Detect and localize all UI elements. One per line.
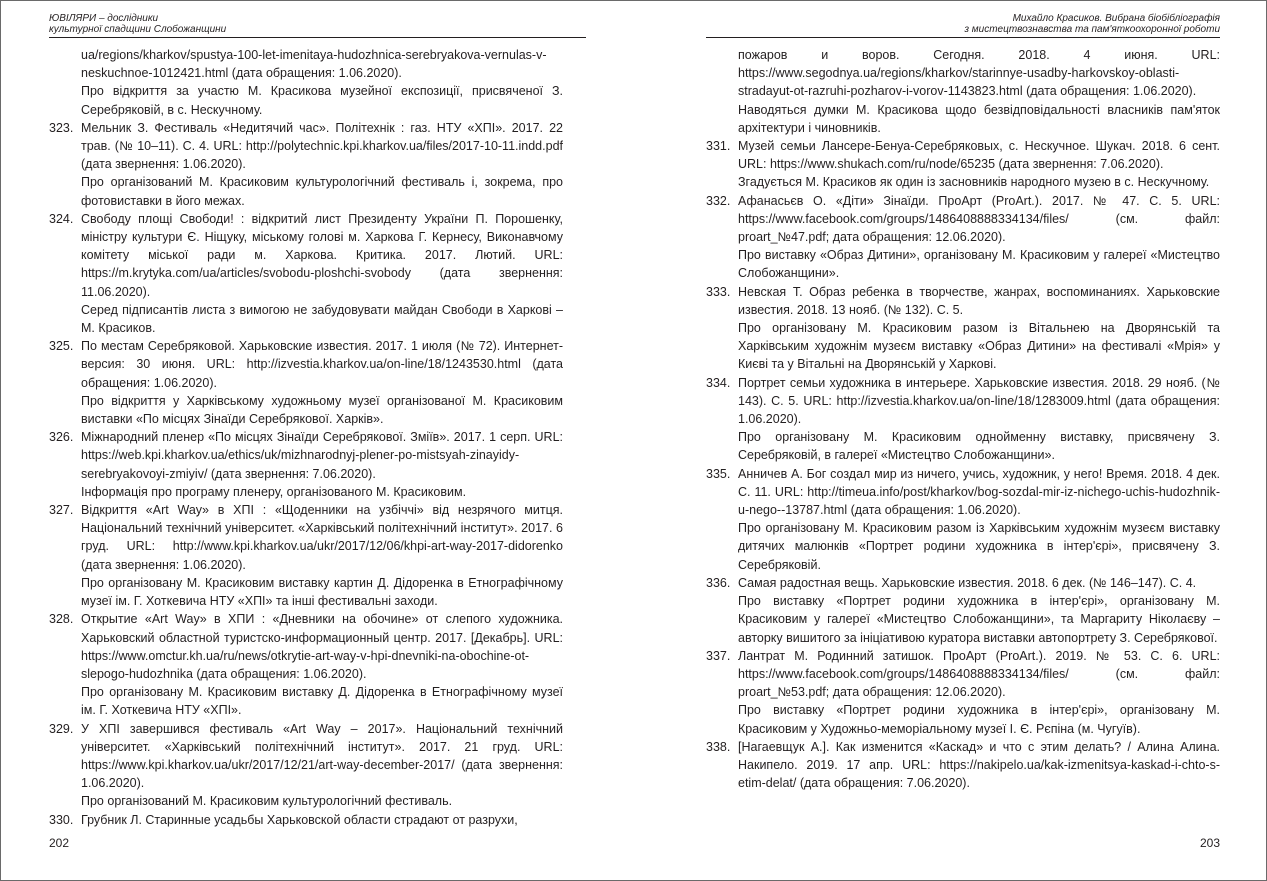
- header-rule: [49, 37, 586, 38]
- entry-citation: Анничев А. Бог создал мир из ничего, учись, художник, у него! Время. 2018. 4 дек. С. 11. URL: http://timeua.info/post/kharkov/bog-sozdal-mir-iz-nichego-uchis-hudozhnik-u-nego--13787.html (дата обращения: 1.06.2020).: [738, 466, 1220, 518]
- left-page: [1, 1, 634, 880]
- entry-number: 326.: [49, 430, 74, 445]
- annotation: Про виставку «Образ Дитини», організовану М. Красиковим у галереї «Мистецтво Слобожанщини».: [738, 248, 1220, 281]
- entry-citation: Музей семьи Лансере-Бенуа-Серебряковых, с. Нескучное. Шукач. 2018. 6 сент. URL: https://www.shukach.com/ru/node/65235 (дата звернення: 7.06.2020).: [738, 139, 1220, 172]
- entry-citation: [Нагаевщук А.]. Как изменится «Каскад» и что с этим делать? / Алина Алина. Накипело. 2019. 17 апр. URL: https://nakipelo.ua/kak-izmenitsya-kaskad-i-chto-s-etim-delat/ (дата обращения: 7.06.2020).: [738, 739, 1220, 791]
- entry-citation: По местам Серебряковой. Харьковские известия. 2017. 1 июля (№ 72). Интернет-версия: 30 июня. URL: http://izvestia.kharkov.ua/on-line/18/1243530.html (дата обращения: 1.06.2020).: [81, 339, 563, 390]
- entry-citation: Відкриття «Art Way» в ХПІ : «Щоденники на узбіччі» від незрячого митця. Національний технічний університет. «Харківський політехнічний інститут». 2017. 6 груд. URL: http://www.kpi.kharkov.ua/ukr/2017/12/06/khpi-art-way-2017-didorenko (дата звернення: 1.06.2020).: [81, 503, 563, 572]
- entry-citation: Портрет семьи художника в интерьере. Харьковские известия. 2018. 29 нояб. (№ 143). С. 5. URL: http://izvestia.kharkov.ua/on-line/18/1283009.html (дата обращения: 1.06.2020).: [738, 375, 1220, 427]
- annotation: Про виставку «Портрет родини художника в інтер'єрі», організовану М. Красиковим у Художньо-меморіальному музеї І. Є. Рєпіна (м. Чугуїв).: [738, 703, 1220, 736]
- annotation: Згадується М. Красиков як один із засновників народного музею в с. Нескучному.: [738, 175, 1210, 190]
- bib-entry: [706, 647, 1220, 702]
- entry-citation: Грубник Л. Старинные усадьбы Харьковской области страдают от разрухи,: [81, 812, 518, 827]
- entry-number: 333.: [706, 284, 731, 299]
- running-head-line: культурної спадщини Слобожанщини: [49, 24, 227, 35]
- entry-citation: Міжнародний пленер «По місцях Зінаїди Серебрякової. Зміїв». 2017. 1 серп. URL: https://web.kpi.kharkov.ua/ethics/uk/mizhnarodnyj-plener-po-mistsyah-zinayidy-serebryakovoyi-zmiyiv/ (дата звернення: 7.06.2020).: [81, 430, 563, 481]
- entry-number: 324.: [49, 211, 74, 226]
- annotation: Про організовану М. Красиковим однойменну виставку, присвячену З. Серебряковій, в галереї «Мистецтво Слобожанщини».: [738, 430, 1220, 463]
- annotation: Інформація про програму пленеру, організованого М. Красиковим.: [81, 484, 467, 499]
- annotation: Про організовану М. Красиковим разом із Харківським художнім музеєм виставку дитячих малюнків «Портрет родини художника в інтер'єрі», присвячену З. Серебряковій.: [738, 521, 1220, 572]
- header-rule: [706, 37, 1220, 38]
- entry-number: 332.: [706, 193, 731, 208]
- entry-number: 328.: [49, 612, 74, 627]
- annotation: Про організований М. Красиковим культурологічний фестиваль.: [81, 794, 453, 809]
- annotation: Про відкриття за участю М. Красикова музейної експозиції, присвяченої З. Серебряковій, в с. Нескучному.: [81, 84, 563, 117]
- bib-entry: [49, 811, 563, 829]
- bib-entry: [706, 465, 1220, 520]
- bib-entry: [706, 738, 1220, 793]
- page-number: 203: [1199, 836, 1220, 850]
- annotation: Наводяться думки М. Красикова щодо безвідповідальності власників пам'яток архітектури і чиновників.: [738, 102, 1220, 135]
- annotation: Про виставку «Портрет родини художника в інтер'єрі», організовану М. Красиковим у галереї «Мистецтво Слобожанщини», та Маргариту Ніколаєву – авторку вишитого за ініціативою куратора виставки автопортрету З. Серебрякової.: [738, 594, 1220, 645]
- bib-entry: [706, 574, 1220, 592]
- right-page: [634, 1, 1266, 880]
- bib-entry: [706, 137, 1220, 173]
- entry-citation: У ХПІ завершився фестиваль «Art Way – 2017». Національний технічний університет. «Харківський політехнічний інститут». 2017. 21 груд. URL: https://www.kpi.kharkov.ua/ukr/2017/12/21/art-way-december-2017/ (дата звернення: 1.06.2020).: [81, 721, 563, 791]
- continuation-text: пожаров и воров. Сегодня. 2018. 4 июня. URL: https://www.segodnya.ua/regions/kharkov/starinnye-usadby-harkovskoy-oblasti-stradayut-ot-razruhi-pozharov-i-vorov-1143823.html (дата обращения: 1.06.2020).: [738, 48, 1220, 99]
- running-head-line: з мистецтвознавства та пам'яткоохоронної роботи: [964, 24, 1220, 35]
- entry-number: 338.: [706, 739, 731, 754]
- bib-entry: [49, 720, 563, 793]
- right-running-head: [706, 13, 1220, 35]
- annotation: Про організований М. Красиковим культурологічний фестиваль і, зокрема, про фотовиставки в його межах.: [81, 175, 563, 208]
- entry-citation: Открытие «Art Way» в ХПИ : «Дневники на обочине» от слепого художника. Харьковский областной туристско-информационный центр. 2017. [Декабрь]. URL: https://www.omctur.kh.ua/ru/news/otkrytie-art-way-v-hpi-dnevniki-na-obochine-ot-slepogo-hudozhnika (дата обращения: 1.06.2020).: [81, 612, 563, 681]
- left-body: [49, 46, 563, 829]
- entry-number: 337.: [706, 648, 731, 663]
- bib-entry: [706, 192, 1220, 247]
- entry-number: 325.: [49, 339, 74, 354]
- bib-entry: [706, 374, 1220, 429]
- left-running-head: [49, 13, 586, 35]
- bib-entry: [49, 119, 563, 174]
- entry-number: 334.: [706, 375, 731, 390]
- continuation-text: ua/regions/kharkov/spustya-100-let-imenitaya-hudozhnica-serebryakova-vernulas-v-neskuchnoe-1012421.html (дата обращения: 1.06.2020).: [81, 48, 547, 81]
- right-body: [706, 46, 1220, 792]
- entry-number: 331.: [706, 139, 731, 154]
- entry-number: 327.: [49, 503, 74, 518]
- entry-citation: Афанасьєв О. «Діти» Зінаїди. ПроАрт (ProArt.). 2017. № 47. С. 5. URL: https://www.facebook.com/groups/1486408888334134/files/ (см. файл: proart_№47.pdf; дата обращения: 12.06.2020).: [738, 193, 1220, 245]
- entry-number: 336.: [706, 575, 731, 590]
- entry-number: 329.: [49, 721, 74, 736]
- entry-citation: Мельник З. Фестиваль «Недитячий час». Політехнік : газ. НТУ «ХПІ». 2017. 22 трав. (№ 10–11). С. 4. URL: http://polytechnic.kpi.kharkov.ua/files/2017-10-11.indd.pdf (дата звернення: 1.06.2020).: [81, 120, 563, 172]
- entry-citation: Невская Т. Образ ребенка в творчестве, жанрах, воспоминаниях. Харьковские известия. 2018. 13 нояб. (№ 132). С. 5.: [738, 284, 1220, 317]
- bib-entry: [49, 337, 563, 392]
- bib-entry: [49, 501, 563, 574]
- page-number: 202: [49, 836, 70, 850]
- entry-number: 330.: [49, 812, 74, 827]
- bib-entry: [49, 428, 563, 483]
- annotation: Про організовану М. Красиковим разом із Вітальнею на Дворянській та Харківським художнім музеєм виставку «Образ Дитини» на фестивалі «Мрія» у Києві та у Вітальні на Дворянській у Харкові.: [738, 321, 1220, 372]
- bib-entry: [49, 610, 563, 683]
- bib-entry: [49, 210, 563, 301]
- running-head-line: Михайло Красиков. Вибрана біобібліографія: [1012, 13, 1220, 24]
- entry-citation: Самая радостная вещь. Харьковские известия. 2018. 6 дек. (№ 146–147). С. 4.: [738, 575, 1197, 590]
- running-head-line: ЮВІЛЯРИ – дослідники: [49, 13, 159, 24]
- entry-number: 335.: [706, 466, 731, 481]
- annotation: Серед підписантів листа з вимогою не забудовувати майдан Свободи в Харкові – М. Красиков.: [81, 302, 563, 336]
- annotation: Про організовану М. Красиковим виставку Д. Дідоренка в Етнографічному музеї ім. Г. Хоткевича НТУ «ХПІ».: [81, 685, 563, 718]
- entry-citation: Лантрат М. Родинний затишок. ПроАрт (ProArt.). 2019. № 53. С. 6. URL: https://www.facebook.com/groups/1486408888334134/files/ (см. файл: proart_№53.pdf; дата обращения: 12.06.2020).: [738, 648, 1220, 700]
- annotation: Про організовану М. Красиковим виставку картин Д. Дідоренка в Етнографічному музеї ім. Г. Хоткевича НТУ «ХПІ» та інші фестивальні заходи.: [81, 575, 563, 609]
- bib-entry: [706, 283, 1220, 319]
- entry-citation: Свободу площі Свободи! : відкритий лист Президенту України П. Порошенку, міністру культури Є. Ніщуку, міському голові м. Харкова Г. Кернесу, Виконавчому комітету міської ради м. Харкова. Критика. 2017. Лютий. URL: https://m.krytyka.com/ua/articles/svobodu-ploshchi-svobody (дата звернення: 11.06.2020).: [81, 211, 563, 299]
- entry-number: 323.: [49, 120, 74, 135]
- annotation: Про відкриття у Харківському художньому музеї організованої М. Красиковим виставки «По місцях Зінаїди Серебрякової. Харків».: [81, 393, 563, 427]
